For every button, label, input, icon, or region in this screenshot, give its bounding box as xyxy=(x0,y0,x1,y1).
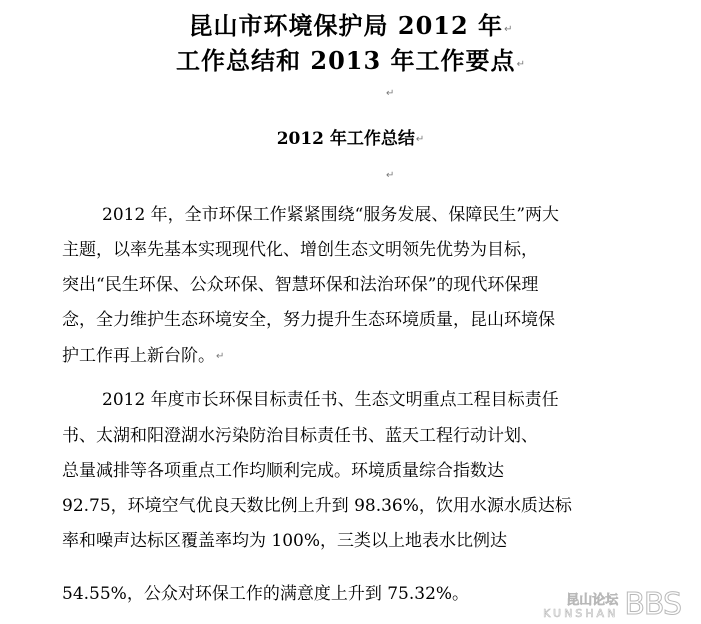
paragraph-1-line: 念，全力维护生态环境安全，努力提升生态环境质量，昆山环境保 xyxy=(62,310,555,330)
paragraph-mark-icon: ↵ xyxy=(504,24,513,35)
paragraph-2-line: 92.75，环境空气优良天数比例上升到 98.36%，饮用水源水质达标 xyxy=(62,496,572,516)
document-title-line-2 xyxy=(0,41,701,76)
paragraph-2-line: 54.55%，公众对环保工作的满意度上升到 75.32%。 xyxy=(62,584,470,604)
watermark-chinese-text: 昆山论坛 xyxy=(566,593,619,608)
paragraph-mark-icon: ↵ xyxy=(516,59,525,70)
forum-watermark-logo xyxy=(543,586,681,620)
watermark-bbs-text: BBS xyxy=(624,587,681,622)
paragraph-1-line-text: 护工作再上新台阶。 xyxy=(62,346,215,366)
section-heading xyxy=(0,124,701,149)
empty-paragraph-mark-icon: ↵ xyxy=(386,88,395,99)
watermark-english-text: KUNSHAN xyxy=(543,607,619,620)
section-heading-text: 2012 年工作总结 xyxy=(276,129,415,149)
title-line-1-text: 昆山市环境保护局 2012 年 xyxy=(188,11,504,40)
paragraph-2-line: 2012 年度市长环保目标责任书、生态文明重点工程目标责任 xyxy=(102,390,559,410)
empty-paragraph-mark-icon: ↵ xyxy=(386,170,395,181)
paragraph-1-line: 2012 年，全市环保工作紧紧围绕“服务发展、保障民生”两大 xyxy=(102,205,560,225)
document-title-line-1 xyxy=(0,6,701,41)
paragraph-2-line: 率和噪声达标区覆盖率均为 100%，三类以上地表水比例达 xyxy=(62,531,508,551)
paragraph-1-line: 突出“民生环保、公众环保、智慧环保和法治环保”的现代环保理 xyxy=(62,275,539,295)
paragraph-2-line: 总量减排等各项重点工作均顺利完成。环境质量综合指数达 xyxy=(62,461,504,481)
title-line-2-text: 工作总结和 2013 年工作要点 xyxy=(176,46,516,75)
paragraph-mark-icon: ↵ xyxy=(415,134,425,145)
paragraph-2-line: 书、太湖和阳澄湖水污染防治目标责任书、蓝天工程行动计划、 xyxy=(62,426,538,446)
paragraph-1-last-line xyxy=(62,346,662,367)
paragraph-1-line: 主题，以率先基本实现现代化、增创生态文明领先优势为目标， xyxy=(62,240,538,260)
paragraph-mark-icon: ↵ xyxy=(216,351,225,362)
